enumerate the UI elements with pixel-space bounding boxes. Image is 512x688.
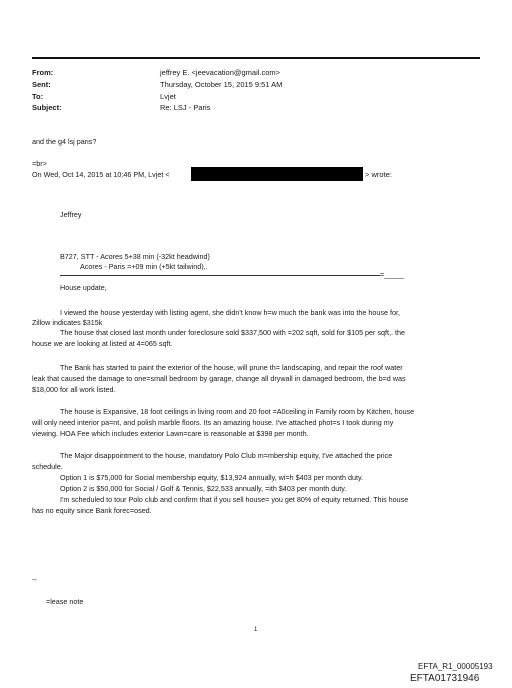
quote-suffix: > wrote:: [365, 170, 392, 179]
body-line-question: and the g4 lsj paris?: [32, 137, 97, 146]
para1-line1: I viewed the house yesterday with listing agent, she didn't know h=w much the bank was into the house for,: [60, 308, 400, 317]
para6-line1: I'm scheduled to tour Polo club and confirm that if you sell house= you get 80% of equity returned. This house: [60, 495, 409, 504]
signer-name: Jeffrey: [60, 210, 82, 219]
para4-line3: viewing. HOA Fee which includes exterior Lawn=care is reasonable at $398 per month.: [32, 429, 309, 438]
subject-label: Subject:: [32, 103, 62, 112]
para3-line3: $18,000 for all work listed.: [32, 385, 116, 394]
sent-value: Thursday, October 15, 2015 9:51 AM: [160, 80, 283, 89]
page-number: 1: [254, 627, 258, 633]
from-label: From:: [32, 68, 54, 77]
header-rule: [32, 57, 480, 59]
flight-line-1: B727, STT - Acores 5+38 min (-32kt headwind): [60, 252, 210, 261]
house-update-heading: House update,: [60, 283, 107, 292]
quote-intro: On Wed, Oct 14, 2015 at 10:46 PM, Lvjet <: [32, 170, 170, 179]
rule-end: =_____: [380, 270, 405, 279]
to-label: To:: [32, 92, 44, 101]
para6-line2: has no equity since Bank forec=osed.: [32, 506, 152, 515]
to-value: Lvjet: [160, 92, 176, 101]
from-value: jeffrey E. <jeevacation@gmail.com>: [160, 68, 281, 77]
lease-note: =lease note: [46, 597, 84, 606]
para3-line2: leak that caused the damage to one=small bedroom by garage, change all drywall in damaged bedroom, the b=d was: [32, 374, 406, 383]
para5-line1: The Major disappointment to the house, mandatory Polo Club m=mbership equity, I've attached the price: [60, 451, 393, 460]
para1-line2: Zillow indicates $315k: [32, 318, 103, 327]
para3-line1: The Bank has started to paint the exterior of the house, will prune th= landscaping, and repair the roof water: [60, 363, 403, 372]
para4-line1: The house is Expansive, 18 foot ceilings in living room and 20 foot =A0ceiling in Family room by Kitchen, house: [60, 407, 415, 416]
signature-dash: --: [32, 575, 37, 584]
underline-rule: [60, 275, 380, 276]
para4-line2: will only need interior pa=nt, and polish marble floors. Its an amazing house. I've attached phot=s I took during my: [32, 418, 394, 427]
sent-label: Sent:: [32, 80, 51, 89]
option-2: Option 2 is $50,000 for Social / Golf & Tennis, $22,533 annually, =ith $403 per month duty.: [60, 484, 347, 493]
bates-number-2: EFTA01731946: [410, 673, 480, 684]
redaction-block: [191, 167, 363, 181]
option-1: Option 1 is $75,000 for Social membership equity, $13,924 annually, wi=h $403 per month duty.: [60, 473, 364, 482]
flight-line-2: Acores - Paris =+09 min (+5kt tailwind),.: [80, 262, 208, 271]
body-line-br: =br>: [32, 159, 47, 168]
para5-line2: schedule.: [32, 462, 63, 471]
para2-line1: The house that closed last month under foreclosure sold $337,500 with =202 sqft, sold for $105 per sqft,. the: [60, 328, 406, 337]
bates-number-1: EFTA_R1_00005193: [418, 662, 493, 671]
para2-line2: house we are looking at listed at 4=065 sqft.: [32, 339, 173, 348]
subject-value: Re: LSJ - Paris: [160, 103, 211, 112]
